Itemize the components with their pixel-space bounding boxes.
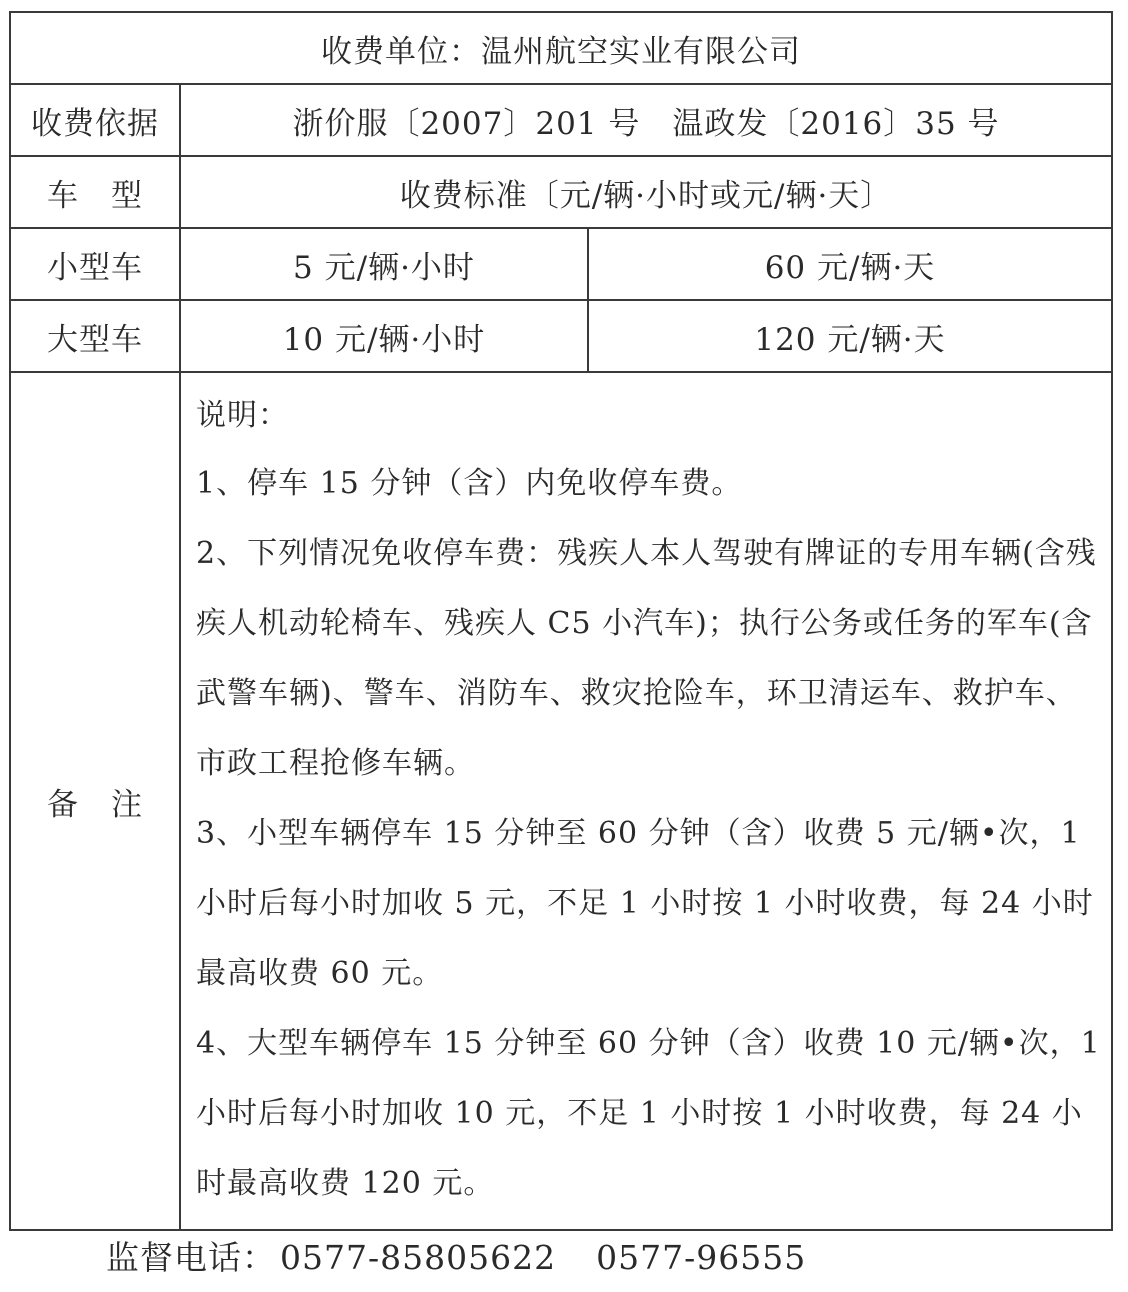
fee-unit: 收费单位：温州航空实业有限公司: [10, 12, 1112, 84]
daily-rate-cell: 60 元/辆·天: [588, 228, 1112, 300]
fee-basis-row: [10, 84, 1112, 156]
note-item: 2、下列情况免收停车费：残疾人本人驾驶有牌证的专用车辆(含残疾人机动轮椅车、残疾人 C5 小汽车)；执行公务或任务的军车(含武警车辆)、警车、消防车、救灾抢险车，环卫清运车、救护车、市政工程抢修车辆。: [196, 536, 1097, 781]
notes-title: 说明：: [196, 398, 289, 433]
daily-rate-cell: 120 元/辆·天: [588, 300, 1112, 372]
header-row: [10, 156, 1112, 228]
supervision-hotline: [106, 1232, 806, 1279]
table-row: [10, 300, 1112, 372]
note-item: 4、大型车辆停车 15 分钟至 60 分钟（含）收费 10 元/辆•次，1 小时后每小时加收 10 元，不足 1 小时按 1 小时收费，每 24 小时最高收费 120 元。: [196, 1026, 1101, 1201]
note-item: 3、小型车辆停车 15 分钟至 60 分钟（含）收费 5 元/辆•次，1 小时后每小时加收 5 元，不足 1 小时按 1 小时收费，每 24 小时最高收费 60 元。: [196, 816, 1094, 991]
parking-fee-table: [9, 11, 1113, 1231]
notes-content: [180, 372, 1112, 1230]
note-item: 1、停车 15 分钟（含）内免收停车费。: [196, 466, 743, 501]
hourly-rate-cell: 10 元/辆·小时: [180, 300, 588, 372]
vehicle-type-cell: 小型车: [10, 228, 180, 300]
table-row: [10, 228, 1112, 300]
hotline-label: 监督电话：: [106, 1238, 276, 1277]
fee-unit-row: [10, 12, 1112, 84]
fee-standard-header: 收费标准〔元/辆·小时或元/辆·天〕: [180, 156, 1112, 228]
notes-row: [10, 372, 1112, 1230]
fee-basis-value: 浙价服〔2007〕201 号 温政发〔2016〕35 号: [180, 84, 1112, 156]
hourly-rate-cell: 5 元/辆·小时: [180, 228, 588, 300]
notes-label: 备 注: [10, 372, 180, 1230]
hotline-phone-1: 0577-85805622: [280, 1238, 557, 1277]
hotline-phone-2: 0577-96555: [596, 1238, 807, 1277]
vehicle-type-cell: 大型车: [10, 300, 180, 372]
fee-basis-label: 收费依据: [10, 84, 180, 156]
vehicle-type-header: 车 型: [10, 156, 180, 228]
